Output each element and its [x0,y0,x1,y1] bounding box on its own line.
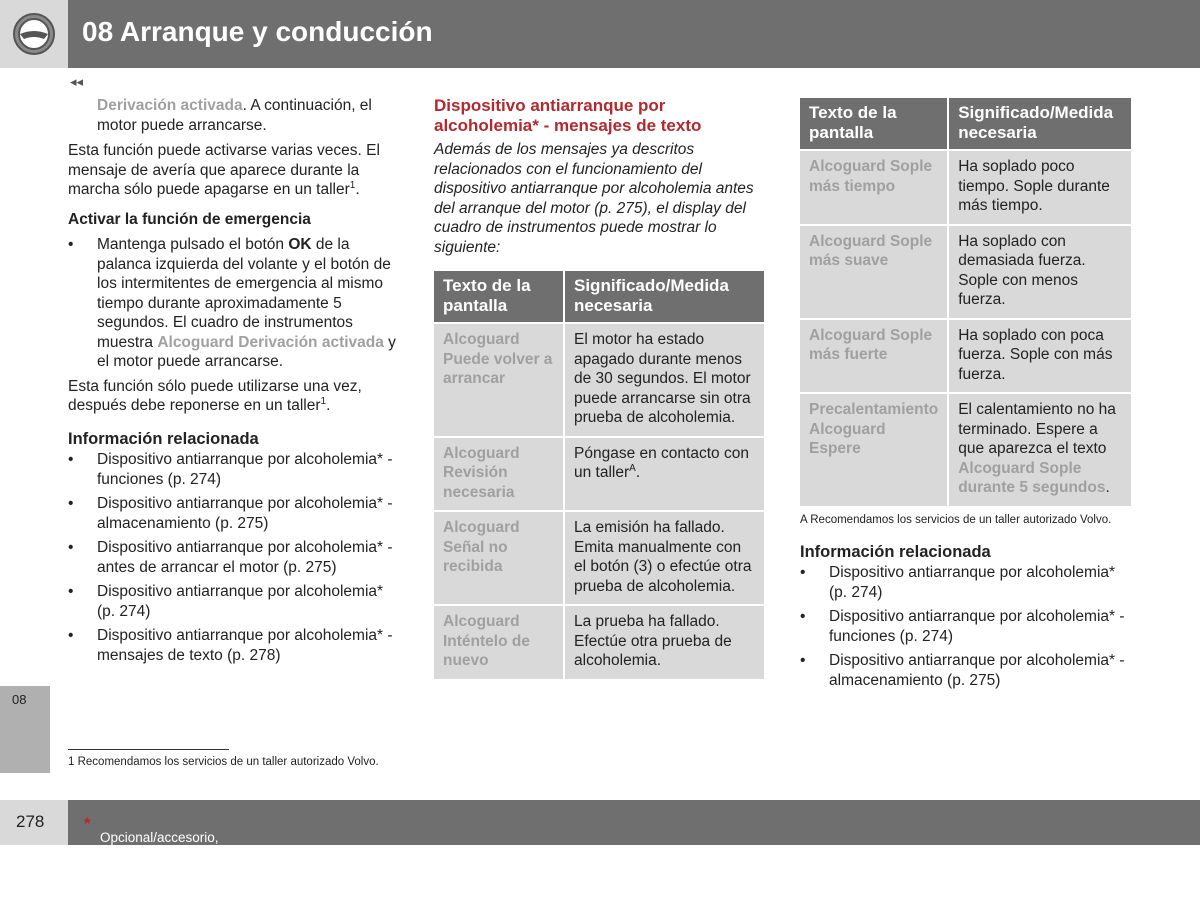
table-note-mark: A [800,513,808,526]
highlight-text: Alcoguard Derivación activada [157,333,384,351]
related-links [800,563,1131,690]
paragraph-text: Esta función puede activarse varias veces. El mensaje de avería que aparece durante la marcha sólo puede apagarse en un taller [68,142,380,198]
message-desc: El motor ha estado apagado durante menos de 30 segundos. El motor puede arrancarse sin otra prueba de alcoholemia. [565,322,764,436]
table-note-ref[interactable]: A [629,462,636,474]
intro-paragraph [68,96,398,135]
desc-text: Póngase en contacto con un taller [574,444,749,481]
desc-end: . [635,464,641,481]
bullet-icon: • [68,627,74,644]
bullet-icon: • [800,652,806,669]
paragraph [68,377,398,416]
bullet-icon: • [800,608,806,625]
paragraph-text: Esta función sólo puede utilizarse una vez, después debe reponerse en un taller [68,377,362,414]
related-info-heading: Información relacionada [68,429,259,448]
messages-table [434,271,764,679]
ok-button-label: OK [288,236,312,253]
related-link[interactable] [68,494,398,533]
back-nav-icon[interactable]: ◂◂ [70,74,84,89]
related-link[interactable] [68,626,398,665]
link-text[interactable]: Dispositivo antiarranque por alcoholemia* (p. 274) [97,583,384,620]
table-row [434,510,764,604]
footnote-mark: 1 [68,756,75,768]
intro-text: . A continuación, el motor puede arrancarse. [97,97,372,134]
chapter-header [0,0,1200,68]
link-text[interactable]: Dispositivo antiarranque por alcoholemia* - antes de arrancar el motor (p. 275) [97,539,393,576]
related-info-heading: Información relacionada [800,542,991,561]
message-desc [949,392,1131,506]
message-desc [565,436,764,511]
link-text[interactable]: Dispositivo antiarranque por alcoholemia* - almacenamiento (p. 275) [829,652,1125,689]
table-note-text: Recomendamos los servicios de un taller autorizado Volvo. [807,513,1112,526]
table-header-row [434,271,764,322]
bullet-icon: • [800,564,806,581]
desc-text: El calentamiento no ha terminado. Espere a que aparezca el texto [958,401,1116,457]
link-text[interactable]: Dispositivo antiarranque por alcoholemia* - mensajes de texto (p. 278) [97,627,393,664]
side-tab-label: 08 [12,692,27,707]
bullet-icon: • [68,236,74,253]
footer-text: Opcional/accesorio, para mayor información, vea Introducción. [100,830,219,904]
column-middle [434,96,764,679]
paragraph-end: . [326,397,331,414]
chapter-side-tab[interactable] [0,686,50,773]
link-text[interactable]: Dispositivo antiarranque por alcoholemia* - almacenamiento (p. 275) [97,495,393,532]
related-link[interactable] [68,582,398,621]
bullet-icon: • [68,495,74,512]
page-number: 278 [16,812,45,831]
column-header-meaning: Significado/Medida necesaria [565,271,764,322]
bullet-icon: • [68,539,74,556]
page-footnote [68,755,379,769]
table-row [434,604,764,679]
table-row [800,392,1131,506]
message-desc: La prueba ha fallado. Efectúe otra prueba de alcoholemia. [565,604,764,679]
link-text[interactable]: Dispositivo antiarranque por alcoholemia* - funciones (p. 274) [97,451,393,488]
related-link[interactable] [800,607,1131,646]
table-footnote [800,513,1131,527]
message-term: Alcoguard Sople más fuerte [800,318,949,393]
message-term: Alcoguard Inténtelo de nuevo [434,604,565,679]
related-link[interactable] [800,563,1131,602]
message-term: Precalentamiento Alcoguard Espere [800,392,949,506]
highlight-text: Derivación activada [97,97,243,114]
related-links [68,450,398,665]
table-row [800,318,1131,393]
footnote-text: Recomendamos los servicios de un taller autorizado Volvo. [74,756,379,768]
message-term: Alcoguard Sople más suave [800,224,949,318]
page-footer [68,800,1200,904]
link-text[interactable]: Dispositivo antiarranque por alcoholemia* (p. 274) [829,564,1116,601]
footnote-ref[interactable]: 1 [320,395,327,407]
related-link[interactable] [68,538,398,577]
messages-table-continued [800,98,1131,506]
column-header-meaning: Significado/Medida necesaria [949,98,1131,149]
optional-star-icon: * [84,814,91,833]
desc-end: . [1105,479,1110,496]
footnote-divider [68,749,229,750]
column-header-display-text: Texto de la pantalla [800,98,949,149]
related-link[interactable] [68,450,398,489]
chapter-title: 08 Arranque y conducción [82,16,433,47]
message-term: Alcoguard Revisión necesaria [434,436,565,511]
link-text[interactable]: Dispositivo antiarranque por alcoholemia* - funciones (p. 274) [829,608,1125,645]
message-term: Alcoguard Señal no recibida [434,510,565,604]
column-header-display-text: Texto de la pantalla [434,271,565,322]
message-desc: Ha soplado poco tiempo. Sople durante más tiempo. [949,149,1131,224]
list-item [68,235,398,372]
paragraph-end: . [355,181,360,198]
related-link[interactable] [800,651,1131,690]
section-intro: Además de los mensajes ya descritos relacionados con el funcionamiento del dispositivo antiarranque por alcoholemia antes del arranque del motor (p. 275), el display del cuadro de instrumentos puede mostrar lo siguiente: [434,141,754,256]
bullet-icon: • [68,583,74,600]
page-number-box [0,800,68,845]
step-text: de la palanca izquierda del volante y el botón de los intermitentes de emergencia al mismo tiempo durante aproximadamente 5 segundos. El cuadro de instrumentos muestra [97,236,391,351]
message-term: Alcoguard Puede volver a arrancar [434,322,565,436]
footnote-ref[interactable]: 1 [349,179,356,191]
bullet-icon: • [68,451,74,468]
steering-wheel-icon [12,12,56,56]
message-desc: Ha soplado con poca fuerza. Sople con más fuerza. [949,318,1131,393]
paragraph [68,141,398,200]
chapter-logo [0,0,68,68]
table-row [434,322,764,436]
column-left [68,96,398,670]
step-text: y el motor puede arrancarse. [97,333,396,370]
table-row [434,436,764,511]
table-row [800,149,1131,224]
emergency-steps [68,235,398,372]
table-header-row [800,98,1131,149]
message-desc: La emisión ha fallado. Emita manualmente con el botón (3) o efectúe otra prueba de alcoholemia. [565,510,764,604]
column-right [800,98,1131,695]
message-term: Alcoguard Sople más tiempo [800,149,949,224]
step-text: Mantenga pulsado el botón [97,236,289,253]
highlight-text: Alcoguard Sople durante 5 segundos [958,459,1106,496]
emergency-heading: Activar la función de emergencia [68,210,311,228]
footer-note [84,814,219,904]
message-desc: Ha soplado con demasiada fuerza. Sople con menos fuerza. [949,224,1131,318]
table-row [800,224,1131,318]
section-heading: Dispositivo antiarranque por alcoholemia* - mensajes de texto [434,96,702,135]
